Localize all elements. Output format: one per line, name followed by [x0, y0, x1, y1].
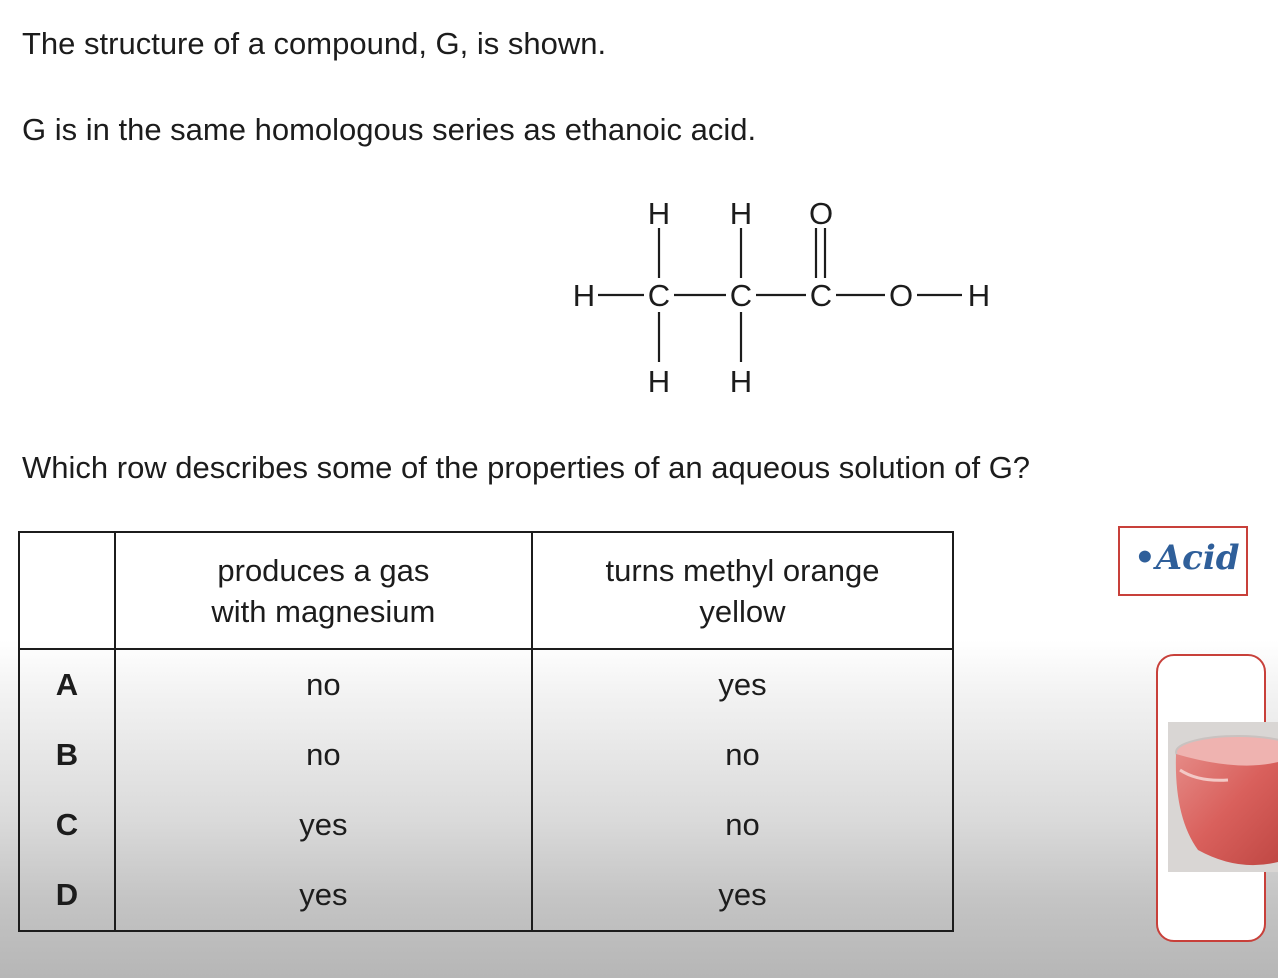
table-row	[19, 649, 953, 720]
header-gas-line-1: produces a gas	[217, 552, 430, 588]
header-mo-line-1: turns methyl orange	[605, 552, 880, 588]
gas-cell: no	[115, 720, 532, 790]
answer-table	[18, 531, 954, 932]
header-mo-line-2: yellow	[699, 593, 786, 629]
atom-c2: C	[729, 278, 753, 313]
atom-h-left: H	[572, 278, 596, 313]
methyl-orange-cell: yes	[532, 649, 953, 720]
table-row	[19, 720, 953, 790]
methyl-orange-cell: yes	[532, 860, 953, 931]
atom-h-top-1: H	[647, 196, 671, 231]
methyl-orange-cell: no	[532, 790, 953, 860]
atom-c3: C	[809, 278, 833, 313]
beaker-red-solution-icon	[1168, 722, 1278, 872]
atom-o-right: O	[888, 278, 914, 313]
question-text: Which row describes some of the properties of an aqueous solution of G?	[22, 450, 1031, 485]
acid-label: •Acid	[1134, 538, 1240, 578]
indicator-photo-card	[1156, 654, 1266, 942]
atom-h-bottom-1: H	[647, 364, 671, 399]
header-gas-with-magnesium	[115, 532, 532, 649]
header-blank	[19, 532, 115, 649]
structural-formula	[560, 190, 1000, 400]
atom-h-right: H	[967, 278, 991, 313]
row-letter: A	[19, 649, 115, 720]
table-row	[19, 860, 953, 931]
table-header-row	[19, 532, 953, 649]
atom-c1: C	[647, 278, 671, 313]
table-row	[19, 790, 953, 860]
row-letter: D	[19, 860, 115, 931]
gas-cell: yes	[115, 790, 532, 860]
gas-cell: no	[115, 649, 532, 720]
header-methyl-orange	[532, 532, 953, 649]
atom-o-top: O	[808, 196, 834, 231]
methyl-orange-cell: no	[532, 720, 953, 790]
intro-line-2: G is in the same homologous series as ethanoic acid.	[22, 112, 757, 147]
atom-h-bottom-2: H	[729, 364, 753, 399]
gas-cell: yes	[115, 860, 532, 931]
atom-h-top-2: H	[729, 196, 753, 231]
row-letter: B	[19, 720, 115, 790]
acid-label-box	[1118, 526, 1248, 596]
header-gas-line-2: with magnesium	[211, 593, 436, 629]
intro-line-1: The structure of a compound, G, is shown.	[22, 26, 607, 61]
row-letter: C	[19, 790, 115, 860]
